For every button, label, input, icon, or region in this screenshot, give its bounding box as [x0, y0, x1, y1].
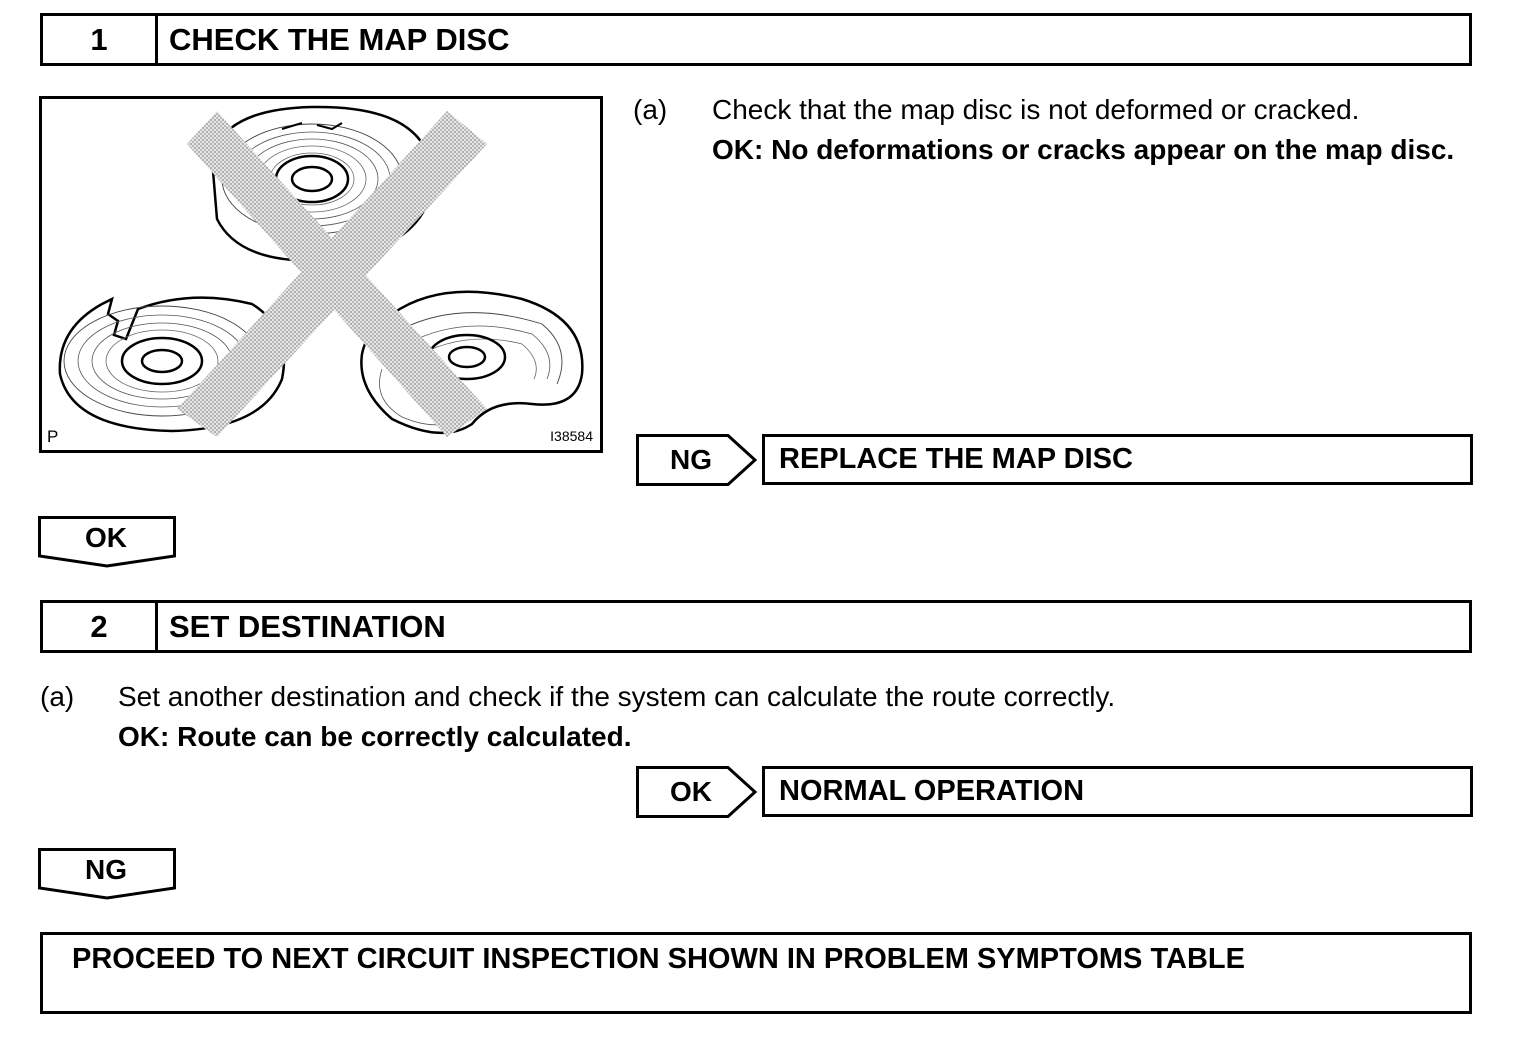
- step-2-title: SET DESTINATION: [169, 608, 446, 644]
- step-2-item-marker: (a): [40, 681, 75, 712]
- step-1-item-text: Check that the map disc is not deformed or cracked.: [712, 94, 1360, 125]
- step-2-number: 2: [43, 603, 158, 650]
- ok-flow-label: OK: [85, 522, 127, 553]
- ng-result-tag: [636, 434, 758, 486]
- ok-result-label: OK: [670, 775, 712, 807]
- ok-flow-tag: [38, 516, 176, 568]
- step-1-title: CHECK THE MAP DISC: [169, 21, 510, 57]
- step-2-ok-criteria: OK: Route can be correctly calculated.: [118, 721, 632, 752]
- map-disc-illustration: [39, 96, 603, 453]
- step-2-header: [40, 600, 1472, 653]
- ok-result-tag: [636, 766, 758, 818]
- step-1-number: 1: [43, 16, 158, 63]
- step-1-header: [40, 13, 1472, 66]
- figure-code: I38584: [550, 428, 593, 444]
- figure-label: P: [47, 427, 59, 446]
- ng-flow-tag: [38, 848, 176, 900]
- step-1-ok-criteria: OK: No deformations or cracks appear on the map disc.: [712, 134, 1455, 165]
- ng-result-label: NG: [670, 443, 712, 475]
- normal-operation-box: NORMAL OPERATION: [762, 766, 1473, 817]
- damaged-disc-drawing: [42, 99, 600, 450]
- step-1-item-marker: (a): [633, 94, 668, 125]
- replace-map-disc-box: REPLACE THE MAP DISC: [762, 434, 1473, 485]
- ng-flow-label: NG: [85, 854, 127, 885]
- proceed-next-inspection-box: PROCEED TO NEXT CIRCUIT INSPECTION SHOWN IN PROBLEM SYMPTOMS TABLE: [40, 932, 1472, 1014]
- step-2-item-text: Set another destination and check if the system can calculate the route correctly.: [118, 681, 1116, 712]
